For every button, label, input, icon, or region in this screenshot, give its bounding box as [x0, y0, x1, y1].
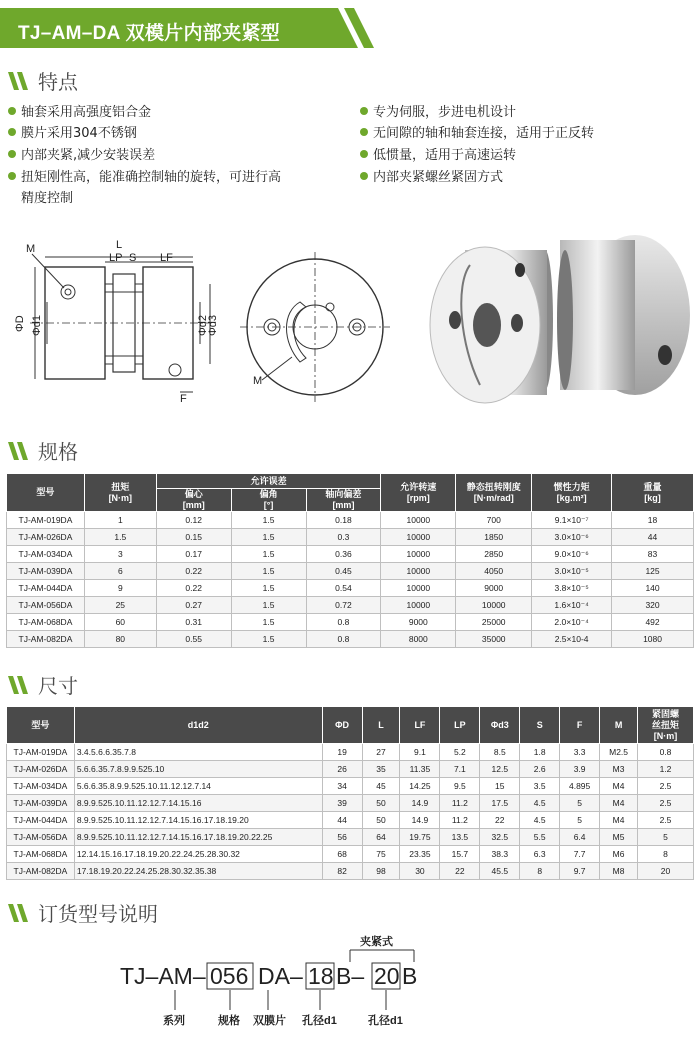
table-cell: 10000 [381, 597, 456, 614]
table-cell: 83 [612, 546, 694, 563]
table-cell: 9.1×10⁻⁷ [532, 512, 612, 529]
table-cell: 1.2 [638, 761, 694, 778]
table-cell: 5.6.6.35.7.8.9.9.525.10 [74, 761, 322, 778]
code-bore1: 18 [308, 963, 334, 989]
table-cell: 10000 [381, 529, 456, 546]
table-cell: 2.6 [520, 761, 560, 778]
col-header: 偏心 [mm] [156, 489, 231, 512]
table-cell: M5 [600, 829, 638, 846]
table-cell: 14.9 [400, 812, 440, 829]
col-header: S [520, 707, 560, 744]
table-cell: 2.5 [638, 778, 694, 795]
col-header: 重量 [kg] [612, 474, 694, 512]
table-cell: 4.895 [560, 778, 600, 795]
table-cell: 12.5 [480, 761, 520, 778]
table-cell: 0.31 [156, 614, 231, 631]
table-cell: 80 [84, 631, 156, 648]
order-heading [6, 898, 158, 927]
bullet-icon [8, 128, 16, 136]
table-row [7, 812, 694, 829]
dims-body [7, 744, 694, 880]
table-cell: 11.2 [440, 795, 480, 812]
table-cell: 9.1 [400, 744, 440, 761]
table-cell: 5 [638, 829, 694, 846]
table-cell: TJ-AM-044DA [7, 580, 85, 597]
table-cell: 6.3 [520, 846, 560, 863]
bullet-icon [8, 150, 16, 158]
table-cell: 492 [612, 614, 694, 631]
table-cell: 6 [84, 563, 156, 580]
table-cell: 2.5×10-4 [532, 631, 612, 648]
table-cell: 0.22 [156, 580, 231, 597]
col-header: 惯性力矩 [kg.m²] [532, 474, 612, 512]
table-cell: 2850 [456, 546, 532, 563]
feature-item: 内部夹紧,减少安装误差 [8, 147, 155, 165]
table-row [7, 744, 694, 761]
table-cell: 35000 [456, 631, 532, 648]
table-cell: 8 [638, 846, 694, 863]
page-title: TJ–AM–DA 双模片内部夹紧型 [18, 23, 280, 44]
table-cell: 0.27 [156, 597, 231, 614]
table-cell: TJ-AM-044DA [7, 812, 75, 829]
table-cell: 8.9.9.525.10.11.12.12.7.14.15.16.17.18.19.20 [74, 812, 322, 829]
table-cell: 11.2 [440, 812, 480, 829]
table-cell: 19 [322, 744, 362, 761]
table-cell: 38.3 [480, 846, 520, 863]
table-cell: 1.6×10⁻⁴ [532, 597, 612, 614]
table-cell: 2.5 [638, 812, 694, 829]
table-cell: 125 [612, 563, 694, 580]
table-row [7, 580, 694, 597]
table-cell: 3.8×10⁻⁵ [532, 580, 612, 597]
table-cell: M3 [600, 761, 638, 778]
table-cell: 3.3 [560, 744, 600, 761]
col-header: ΦD [322, 707, 362, 744]
table-header-row [7, 707, 694, 744]
table-cell: 1.5 [231, 597, 306, 614]
table-row [7, 778, 694, 795]
table-cell: 9 [84, 580, 156, 597]
label-bore1: 孔径d1 [302, 1015, 337, 1027]
label-series: 系列 [163, 1015, 185, 1027]
table-cell: 25000 [456, 614, 532, 631]
table-cell: M4 [600, 778, 638, 795]
svg-text:S: S [129, 252, 137, 264]
svg-text:Φd1: Φd1 [31, 314, 43, 336]
table-cell: 82 [322, 863, 362, 880]
table-cell: 1.5 [231, 631, 306, 648]
table-row [7, 529, 694, 546]
table-cell: 0.18 [306, 512, 381, 529]
table-cell: 10000 [381, 512, 456, 529]
table-cell: 17.5 [480, 795, 520, 812]
table-cell: TJ-AM-039DA [7, 563, 85, 580]
table-row [7, 597, 694, 614]
table-cell: 9.0×10⁻⁶ [532, 546, 612, 563]
table-cell: 7.7 [560, 846, 600, 863]
col-header: 扭矩 [N·m] [84, 474, 156, 512]
table-cell: 1.5 [231, 614, 306, 631]
table-cell: 17.18.19.20.22.24.25.28.30.32.35.38 [74, 863, 322, 880]
col-header: 允许转速 [rpm] [381, 474, 456, 512]
table-cell: 9.7 [560, 863, 600, 880]
features-heading [6, 66, 78, 95]
table-cell: 6.4 [560, 829, 600, 846]
table-cell: 3.9 [560, 761, 600, 778]
feature-item: 无间隙的轴和轴套连接，适用于正反转 [360, 125, 594, 143]
code-type: DA– [258, 963, 303, 989]
feature-item: 内部夹紧螺丝紧固方式 [360, 169, 503, 187]
table-cell: 15.7 [440, 846, 480, 863]
label-type: 双膜片 [253, 1015, 286, 1027]
table-cell: 9000 [456, 580, 532, 597]
table-cell: 1.5 [231, 580, 306, 597]
code-series: TJ–AM– [120, 963, 206, 989]
table-cell: M8 [600, 863, 638, 880]
table-cell: 44 [322, 812, 362, 829]
table-cell: 1850 [456, 529, 532, 546]
table-cell: 12.14.15.16.17.18.19.20.22.24.25.28.30.32 [74, 846, 322, 863]
table-cell: 30 [400, 863, 440, 880]
table-cell: 5.6.6.35.8.9.9.525.10.11.12.12.7.14 [74, 778, 322, 795]
table-cell: TJ-AM-068DA [7, 614, 85, 631]
table-cell: 68 [322, 846, 362, 863]
col-header: LF [400, 707, 440, 744]
specs-heading [6, 436, 78, 465]
table-cell: 1 [84, 512, 156, 529]
table-cell: 44 [612, 529, 694, 546]
col-header: M [600, 707, 638, 744]
table-cell: 45.5 [480, 863, 520, 880]
section-bars-icon [6, 440, 32, 462]
table-cell: 1.5 [231, 529, 306, 546]
svg-text:L: L [116, 239, 123, 251]
bullet-icon [360, 128, 368, 136]
table-cell: 0.3 [306, 529, 381, 546]
table-cell: 2.0×10⁻⁴ [532, 614, 612, 631]
table-cell: 14.25 [400, 778, 440, 795]
table-row [7, 631, 694, 648]
table-cell: 3.0×10⁻⁶ [532, 529, 612, 546]
table-cell: TJ-AM-082DA [7, 863, 75, 880]
code-bore2: 20 [374, 963, 400, 989]
feature-item-cont: 精度控制 [21, 191, 74, 206]
table-cell: TJ-AM-056DA [7, 829, 75, 846]
table-cell: M4 [600, 795, 638, 812]
col-header: LP [440, 707, 480, 744]
svg-text:Φd3: Φd3 [207, 314, 219, 336]
dims-title: 尺寸 [38, 674, 78, 698]
col-header: 静态扭转刚度 [N·m/rad] [456, 474, 532, 512]
table-cell: 14.9 [400, 795, 440, 812]
table-cell: 39 [322, 795, 362, 812]
group-header: 允许误差 [156, 474, 381, 489]
table-cell: TJ-AM-056DA [7, 597, 85, 614]
table-cell: 22 [480, 812, 520, 829]
col-header: 偏角 [°] [231, 489, 306, 512]
table-cell: M4 [600, 812, 638, 829]
table-row [7, 563, 694, 580]
table-cell: 9000 [381, 614, 456, 631]
table-cell: 18 [612, 512, 694, 529]
table-cell: 8 [520, 863, 560, 880]
table-cell: 0.54 [306, 580, 381, 597]
clamp-label: 夹紧式 [360, 936, 393, 948]
table-cell: 3.5 [520, 778, 560, 795]
table-cell: 34 [322, 778, 362, 795]
table-cell: 1.5 [231, 512, 306, 529]
table-cell: 4050 [456, 563, 532, 580]
table-row [7, 863, 694, 880]
table-cell: 1.5 [231, 546, 306, 563]
label-bore2: 孔径d1 [368, 1015, 403, 1027]
table-cell: 0.36 [306, 546, 381, 563]
table-cell: M2.5 [600, 744, 638, 761]
table-row [7, 829, 694, 846]
col-header: 型号 [7, 707, 75, 744]
bullet-icon [360, 150, 368, 158]
col-header: F [560, 707, 600, 744]
table-cell: TJ-AM-026DA [7, 761, 75, 778]
table-cell: 0.45 [306, 563, 381, 580]
feature-item: 轴套采用高强度铝合金 [8, 104, 151, 122]
table-cell: TJ-AM-019DA [7, 512, 85, 529]
side-view [30, 254, 210, 392]
title-banner [0, 8, 374, 48]
table-cell: 64 [362, 829, 400, 846]
svg-text:ΦD: ΦD [14, 315, 26, 332]
table-cell: 9.5 [440, 778, 480, 795]
feature-item: 扭矩刚性高，能准确控制轴的旋转，可进行高 [8, 169, 281, 187]
table-cell: 8.5 [480, 744, 520, 761]
specs-body [7, 512, 694, 648]
feature-item: 膜片采用304不锈钢 [8, 125, 137, 143]
col-header: d1d2 [74, 707, 322, 744]
dims-heading [6, 670, 78, 699]
bullet-icon [360, 172, 368, 180]
table-cell: 1.5 [84, 529, 156, 546]
table-cell: 5.2 [440, 744, 480, 761]
table-cell: 1.5 [231, 563, 306, 580]
table-cell: 5.5 [520, 829, 560, 846]
table-header-row [7, 474, 694, 489]
table-cell: 5 [560, 812, 600, 829]
table-cell: 26 [322, 761, 362, 778]
table-cell: 50 [362, 812, 400, 829]
col-header: 紧固螺 丝扭矩 [N·m] [638, 707, 694, 744]
table-cell: 0.8 [306, 631, 381, 648]
order-code-diagram [0, 928, 700, 1044]
bullet-icon [8, 107, 16, 115]
table-cell: 20 [638, 863, 694, 880]
table-cell: TJ-AM-082DA [7, 631, 85, 648]
table-cell: 10000 [381, 580, 456, 597]
table-cell: 60 [84, 614, 156, 631]
code-clamp2: B [402, 963, 418, 989]
table-cell: 0.22 [156, 563, 231, 580]
table-row [7, 512, 694, 529]
table-cell: 1.8 [520, 744, 560, 761]
table-cell: 56 [322, 829, 362, 846]
table-cell: TJ-AM-019DA [7, 744, 75, 761]
table-row [7, 846, 694, 863]
table-cell: 27 [362, 744, 400, 761]
svg-text:Φd2: Φd2 [197, 314, 209, 336]
table-cell: 3 [84, 546, 156, 563]
order-title: 订货型号说明 [38, 902, 158, 926]
table-cell: 4.5 [520, 812, 560, 829]
table-row [7, 761, 694, 778]
table-cell: M6 [600, 846, 638, 863]
table-row [7, 795, 694, 812]
bullet-icon [8, 172, 16, 180]
svg-text:M: M [253, 375, 263, 387]
code-clamp1: B– [336, 963, 365, 989]
table-cell: 0.55 [156, 631, 231, 648]
table-cell: 5 [560, 795, 600, 812]
front-view [240, 252, 390, 402]
table-cell: TJ-AM-068DA [7, 846, 75, 863]
table-cell: 10000 [381, 546, 456, 563]
table-cell: 50 [362, 795, 400, 812]
table-cell: 0.72 [306, 597, 381, 614]
table-cell: 15 [480, 778, 520, 795]
feature-item: 专为伺服，步进电机设计 [360, 104, 516, 122]
svg-text:LP: LP [109, 252, 123, 264]
table-cell: 45 [362, 778, 400, 795]
svg-text:F: F [180, 393, 187, 405]
specs-title: 规格 [38, 440, 78, 464]
table-cell: 4.5 [520, 795, 560, 812]
table-cell: 8.9.9.525.10.11.12.12.7.14.15.16 [74, 795, 322, 812]
svg-text:LF: LF [160, 252, 173, 264]
table-cell: 8000 [381, 631, 456, 648]
table-cell: TJ-AM-026DA [7, 529, 85, 546]
bullet-icon [360, 107, 368, 115]
code-size: 056 [210, 963, 249, 989]
table-cell: 700 [456, 512, 532, 529]
section-bars-icon [6, 674, 32, 696]
table-cell: 0.8 [638, 744, 694, 761]
table-cell: TJ-AM-034DA [7, 546, 85, 563]
svg-text:M: M [26, 243, 36, 255]
table-cell: 0.8 [306, 614, 381, 631]
table-cell: 22 [440, 863, 480, 880]
features-title: 特点 [38, 70, 78, 94]
col-header: 型号 [7, 474, 85, 512]
drawing-labels [14, 239, 262, 405]
specs-table [6, 473, 694, 648]
section-bars-icon [6, 70, 32, 92]
col-header: 轴向偏差 [mm] [306, 489, 381, 512]
table-cell: TJ-AM-039DA [7, 795, 75, 812]
section-bars-icon [6, 902, 32, 924]
col-header: Φd3 [480, 707, 520, 744]
table-cell: 0.12 [156, 512, 231, 529]
table-cell: 11.35 [400, 761, 440, 778]
table-cell: 13.5 [440, 829, 480, 846]
table-cell: 75 [362, 846, 400, 863]
table-cell: 8.9.9.525.10.11.12.12.7.14.15.16.17.18.19.20.22.25 [74, 829, 322, 846]
table-cell: 140 [612, 580, 694, 597]
table-cell: 23.35 [400, 846, 440, 863]
table-cell: 1080 [612, 631, 694, 648]
product-photo [425, 225, 693, 420]
table-cell: 0.15 [156, 529, 231, 546]
table-cell: 3.4.5.6.6.35.7.8 [74, 744, 322, 761]
table-cell: 0.17 [156, 546, 231, 563]
table-row [7, 614, 694, 631]
table-cell: 7.1 [440, 761, 480, 778]
table-cell: 32.5 [480, 829, 520, 846]
table-cell: 10000 [456, 597, 532, 614]
technical-drawing [10, 232, 420, 412]
table-row [7, 546, 694, 563]
table-cell: 10000 [381, 563, 456, 580]
table-cell: 25 [84, 597, 156, 614]
feature-item: 低惯量，适用于高速运转 [360, 147, 516, 165]
table-cell: 3.0×10⁻⁵ [532, 563, 612, 580]
table-cell: 320 [612, 597, 694, 614]
table-cell: 19.75 [400, 829, 440, 846]
table-cell: TJ-AM-034DA [7, 778, 75, 795]
label-size: 规格 [218, 1015, 240, 1027]
table-cell: 98 [362, 863, 400, 880]
table-cell: 35 [362, 761, 400, 778]
table-cell: 2.5 [638, 795, 694, 812]
dims-table [6, 706, 694, 880]
col-header: L [362, 707, 400, 744]
